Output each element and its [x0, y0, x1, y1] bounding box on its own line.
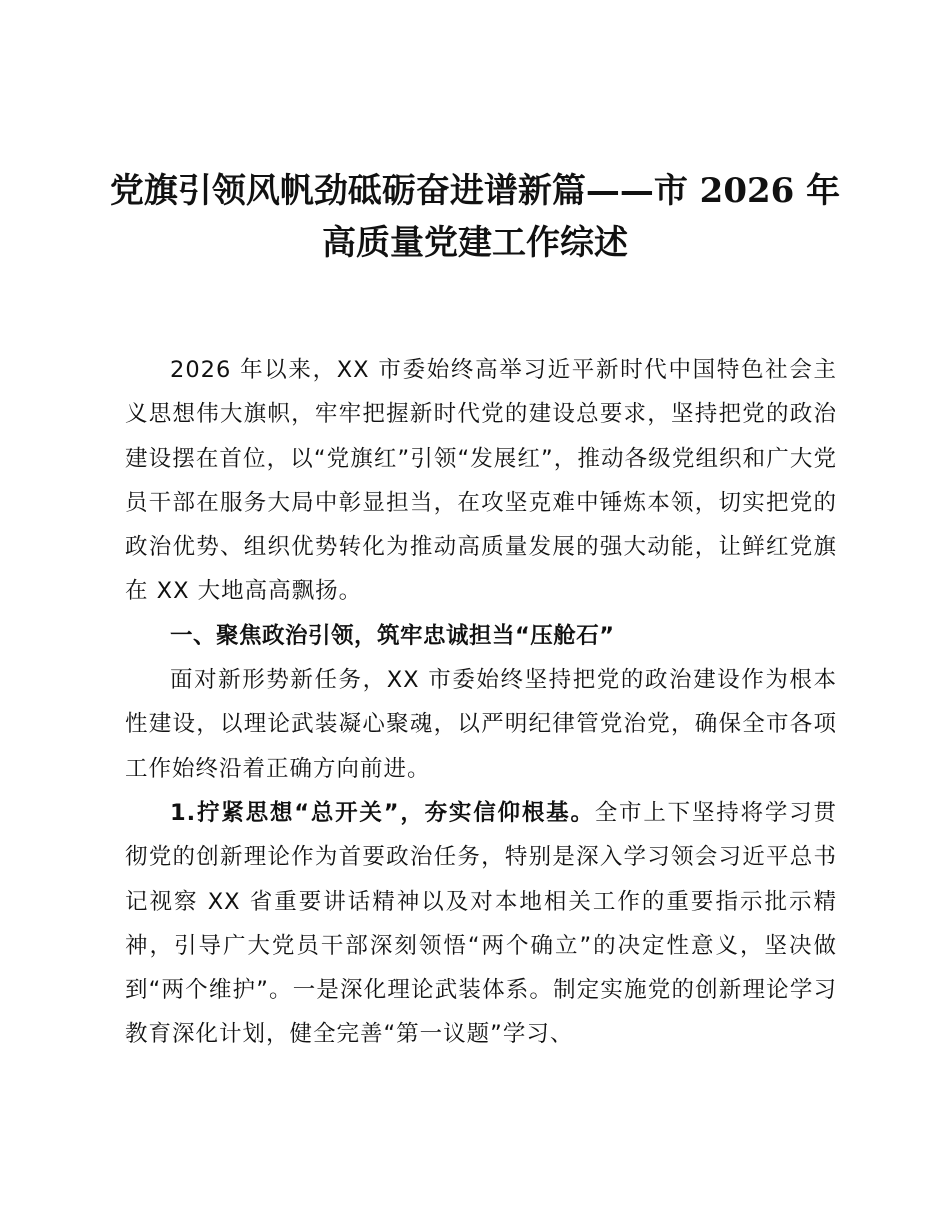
title-line-2: 高质量党建工作综述 — [322, 223, 628, 263]
intro-paragraph: 2026 年以来，XX 市委始终高举习近平新时代中国特色社会主义思想伟大旗帜，牢牢把握新时代党的建设总要求，坚持把党的政治建设摆在首位，以“党旗红”引领“发展红”，推动各级党组织和广大党员干部在服务大局中彰显担当，在攻坚克难中锤炼本领，切实把党的政治优势、组织优势转化为推动高质量发展的强大动能，让鲜红党旗在 XX 大地高高飘扬。 — [125, 357, 837, 605]
item-lead-1: 1.拧紧思想“总开关”，夯实信仰根基。 — [170, 799, 595, 826]
document-body — [125, 348, 837, 1057]
title-line-1: 党旗引领风帆劲砥砺奋进谱新篇——市 2026 年 — [109, 171, 841, 211]
document-title — [100, 165, 850, 269]
item-text-1: 全市上下坚持将学习贯彻党的创新理论作为首要政治任务，特别是深入学习领会习近平总书记视察 XX 省重要讲话精神以及对本地相关工作的重要指示批示精神，引导广大党员干部深刻领悟“两个确立”的决定性意义，坚决做到“两个维护”。一是深化理论武装体系。制定实施党的创新理论学习教育深化计划，健全完善“第一议题”学习、 — [125, 799, 837, 1048]
item-paragraph-1 — [125, 791, 837, 1057]
section-paragraph: 面对新形势新任务，XX 市委始终坚持把党的政治建设作为根本性建设，以理论武装凝心聚魂，以严明纪律管党治党，确保全市各项工作始终沿着正确方向前进。 — [125, 667, 837, 782]
section-heading-1: 一、聚焦政治引领，筑牢忠诚担当“压舱石” — [170, 622, 615, 649]
